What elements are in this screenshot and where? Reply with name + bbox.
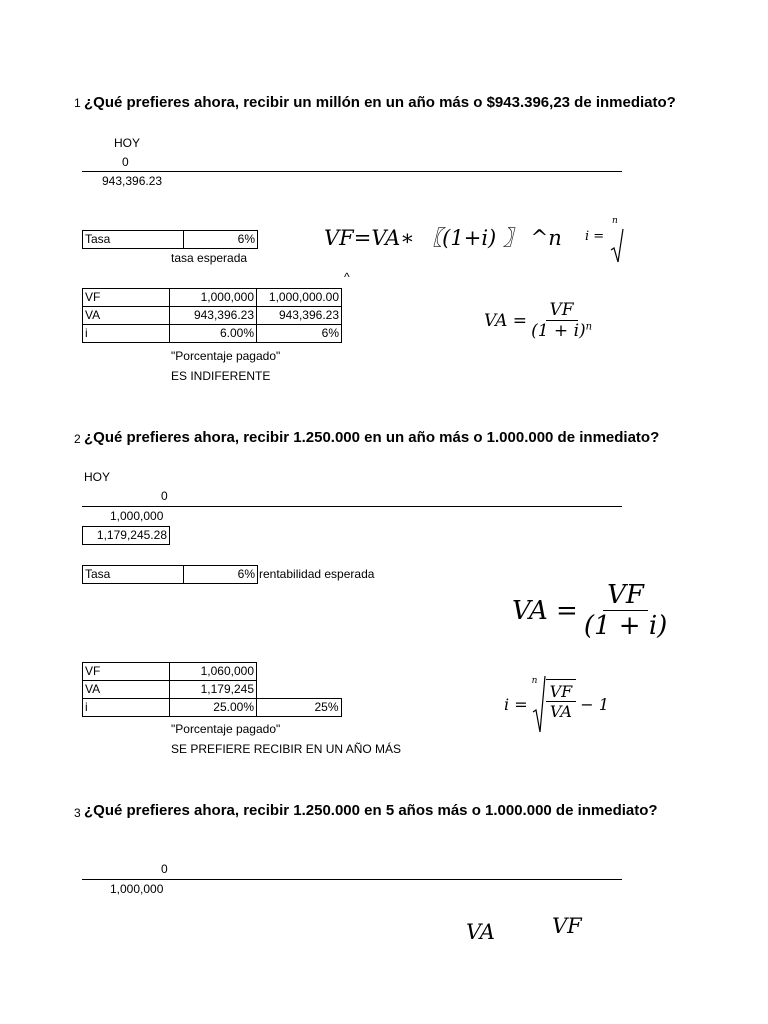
q1-rate-table — [82, 230, 258, 249]
question-3-text: ¿Qué prefieres ahora, recibir 1.250.000 en 5 años más o 1.000.000 de inmediato? — [84, 802, 658, 819]
q1-cell-value: 1,000,000.00 — [257, 289, 342, 307]
q1-rate-note: tasa esperada — [171, 251, 248, 265]
q3-period-zero: 0 — [161, 862, 168, 876]
q3-present-amount: 1,000,000 — [110, 882, 164, 896]
q1-cell-value: 6% — [257, 325, 342, 343]
q2-cell-value: 25.00% — [170, 699, 257, 717]
q2-formula-denominator: (1 + i) — [583, 611, 668, 641]
q2-formula-root — [532, 674, 577, 734]
q2-boxed-amount-cell — [82, 526, 170, 545]
q1-cell-label: VF — [83, 289, 170, 307]
q2-formula-root-index: n — [531, 676, 538, 686]
q2-formula-present-value — [512, 580, 667, 641]
q1-cell-value: 1,000,000 — [170, 289, 257, 307]
q2-formula-numerator: VF — [603, 580, 648, 611]
q1-cell-label: VA — [83, 307, 170, 325]
question-2-text: ¿Qué prefieres ahora, recibir 1.250.000 en un año más o 1.000.000 de inmediato? — [84, 429, 660, 446]
q3-timeline — [82, 879, 622, 880]
q1-hoy-label: HOY — [114, 136, 141, 150]
q2-formula-fraction — [546, 679, 577, 721]
q2-formula-numerator: VF — [546, 682, 577, 702]
q1-formula-den-text: (1 + i) — [531, 321, 586, 341]
q2-formula-rate — [504, 674, 609, 734]
q1-timeline — [82, 171, 622, 172]
q2-cell-empty — [257, 663, 342, 681]
q1-formula-root-index: n — [612, 216, 618, 226]
q2-boxed-amount: 1,179,245.28 — [83, 527, 170, 545]
q2-timeline — [82, 506, 622, 507]
q2-formula-i-lhs: i = — [504, 694, 528, 714]
q2-note-paid: "Porcentaje pagado" — [171, 722, 281, 736]
q1-rate-value: 6% — [183, 231, 257, 249]
q1-note-paid: "Porcentaje pagado" — [171, 349, 281, 363]
q1-formula-fraction — [531, 300, 592, 341]
q3-formula-lhs: VA — [466, 920, 495, 944]
q2-formula-tail: − 1 — [580, 694, 609, 714]
q1-cell-value: 943,396.23 — [170, 307, 257, 325]
q2-rate-label: Tasa — [83, 566, 184, 584]
q1-formula-rate-prefix: i = — [585, 229, 605, 244]
q2-cell-label: i — [83, 699, 170, 717]
question-1-text: ¿Qué prefieres ahora, recibir un millón en un año más o $943.396,23 de inmediato? — [84, 94, 676, 111]
q2-rate-value: 6% — [183, 566, 257, 584]
q3-formula-cut-off — [466, 920, 496, 944]
q2-cell-value: 1,060,000 — [170, 663, 257, 681]
q2-formula-fraction — [584, 580, 667, 641]
q1-formula-numerator: VF — [546, 300, 578, 321]
q1-conclusion: ES INDIFERENTE — [171, 369, 271, 383]
question-1-number: 1 — [74, 96, 81, 110]
q2-cell-label: VF — [83, 663, 170, 681]
q1-formula-va-lhs: VA = — [484, 310, 528, 331]
q2-formula-va-lhs: VA = — [512, 595, 578, 626]
q1-rate-label: Tasa — [83, 231, 184, 249]
q1-root-sign-icon — [610, 228, 624, 264]
question-2-number: 2 — [74, 432, 81, 446]
q1-values-table — [82, 288, 342, 343]
q1-cell-label: i — [83, 325, 170, 343]
q1-cell-value: 943,396.23 — [257, 307, 342, 325]
q1-formula-present-value — [484, 300, 592, 341]
q1-formula-denominator — [531, 321, 592, 341]
q2-cell-value: 1,179,245 — [170, 681, 257, 699]
q1-present-amount: 943,396.23 — [102, 174, 163, 188]
q2-rate-note: rentabilidad esperada — [259, 567, 375, 581]
q2-present-amount: 1,000,000 — [110, 509, 164, 523]
q2-cell-empty — [257, 681, 342, 699]
q2-conclusion: SE PREFIERE RECIBIR EN UN AÑO MÁS — [171, 742, 402, 756]
q2-cell-value: 25% — [257, 699, 342, 717]
q1-cell-value: 6.00% — [170, 325, 257, 343]
q1-formula-exponent: n — [585, 321, 593, 333]
q2-values-table — [82, 662, 342, 717]
q2-period-zero: 0 — [161, 489, 168, 503]
q2-hoy-label: HOY — [84, 470, 111, 484]
q3-formula-numerator: VF — [552, 914, 582, 938]
q1-formula-future-value: VF=VA∗ 〖(1+i) 〗 ^n — [324, 226, 562, 250]
q2-formula-denominator: VA — [549, 702, 572, 721]
q2-cell-label: VA — [83, 681, 170, 699]
q1-period-zero: 0 — [122, 155, 129, 169]
q1-caret: ^ — [344, 270, 350, 284]
question-3-number: 3 — [74, 806, 81, 820]
q2-rate-table — [82, 565, 258, 584]
